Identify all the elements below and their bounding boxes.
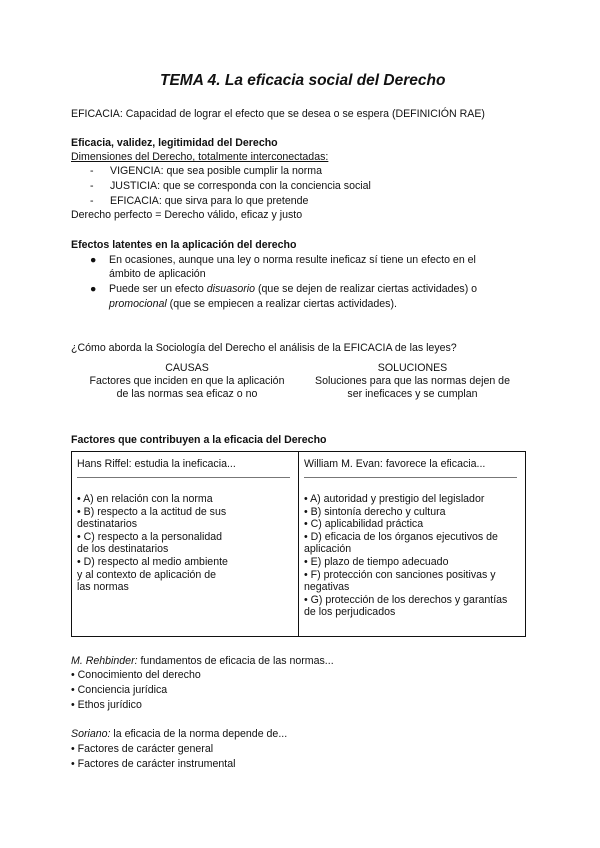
riffel-line: y al contexto de aplicación de <box>77 568 216 581</box>
dimension-item-eficacia: - EFICACIA: que sirva para lo que pretende <box>90 195 309 207</box>
evan-line: • B) sintonía derecho y cultura <box>304 505 446 518</box>
riffel-header: Hans Riffel: estudia la ineficacia... <box>77 458 236 470</box>
soriano-item: • Factores de carácter general <box>71 743 214 755</box>
section2-heading: Efectos latentes en la aplicación del derecho <box>71 239 297 251</box>
dimension-item-justicia: - JUSTICIA: que se corresponda con la conciencia social <box>90 180 371 192</box>
soluciones-line2: ser ineficaces y se cumplan <box>347 388 478 400</box>
riffel-line: las normas <box>77 581 129 594</box>
effect-bullet-2-cont: promocional (que se empiecen a realizar ciertas actividades). <box>109 298 397 310</box>
effect-bullet-1-cont: ámbito de aplicación <box>109 268 206 280</box>
riffel-line: • D) respecto al medio ambiente <box>77 555 228 568</box>
riffel-list <box>77 493 228 594</box>
causas-label: CAUSAS <box>165 362 209 374</box>
section1-summary: Derecho perfecto = Derecho válido, eficaz y justo <box>71 209 303 221</box>
definition-line: EFICACIA: Capacidad de lograr el efecto que se desea o se espera (DEFINICIÓN RAE) <box>71 108 485 120</box>
evan-list <box>304 493 507 619</box>
factores-heading: Factores que contribuyen a la eficacia del Derecho <box>71 434 327 446</box>
evan-header: William M. Evan: favorece la eficacia... <box>304 458 486 470</box>
riffel-line: • A) en relación con la norma <box>77 493 213 505</box>
question-line: ¿Cómo aborda la Sociología del Derecho el análisis de la EFICACIA de las leyes? <box>71 342 457 354</box>
rehbinder-item: • Ethos jurídico <box>71 699 142 711</box>
page-title: TEMA 4. La eficacia social del Derecho <box>160 72 446 89</box>
soluciones-label: SOLUCIONES <box>377 362 448 374</box>
evan-line: negativas <box>304 581 350 594</box>
section1-subheading: Dimensiones del Derecho, totalmente interconectadas: <box>71 151 329 163</box>
rehbinder-item: • Conocimiento del derecho <box>71 669 201 681</box>
causas-line1: Factores que inciden en que la aplicación <box>89 375 285 387</box>
effect-bullet-1: ● En ocasiones, aunque una ley o norma resulte ineficaz sí tiene un efecto en el <box>90 254 476 266</box>
causas-line2: de las normas sea eficaz o no <box>116 388 258 400</box>
soluciones-block <box>300 362 525 401</box>
evan-line: • D) eficacia de los órganos ejecutivos de <box>304 530 498 543</box>
rehbinder-line: M. Rehbinder: fundamentos de eficacia de las normas... <box>71 655 334 667</box>
evan-line: • F) protección con sanciones positivas y <box>304 568 496 581</box>
riffel-line: de los destinatarios <box>77 543 169 556</box>
table-divider <box>298 452 299 636</box>
factores-table <box>71 451 526 637</box>
rehbinder-item: • Conciencia jurídica <box>71 684 168 696</box>
effect-bullet-2: ● Puede ser un efecto disuasorio (que se dejen de realizar ciertas actividades) o <box>90 283 478 295</box>
evan-rule <box>304 477 517 478</box>
evan-line: • G) protección de los derechos y garantías <box>304 593 508 606</box>
evan-line: • A) autoridad y prestigio del legislador <box>304 493 485 505</box>
riffel-line: • C) respecto a la personalidad <box>77 530 223 543</box>
soriano-line: Soriano: la eficacia de la norma depende de... <box>71 728 288 740</box>
evan-line: aplicación <box>304 543 352 556</box>
soriano-item: • Factores de carácter instrumental <box>71 758 236 770</box>
evan-line: • E) plazo de tiempo adecuado <box>304 555 449 568</box>
section1-heading: Eficacia, validez, legitimidad del Derecho <box>71 137 278 149</box>
evan-line: • C) aplicabilidad práctica <box>304 518 424 531</box>
dimension-item-vigencia: - VIGENCIA: que sea posible cumplir la norma <box>90 165 322 177</box>
causas-block <box>73 362 301 401</box>
soluciones-line1: Soluciones para que las normas dejen de <box>315 375 510 387</box>
riffel-line: • B) respecto a la actitud de sus <box>77 505 227 518</box>
riffel-line: destinatarios <box>77 518 138 531</box>
riffel-rule <box>77 477 290 478</box>
evan-line: de los perjudicados <box>304 606 396 619</box>
